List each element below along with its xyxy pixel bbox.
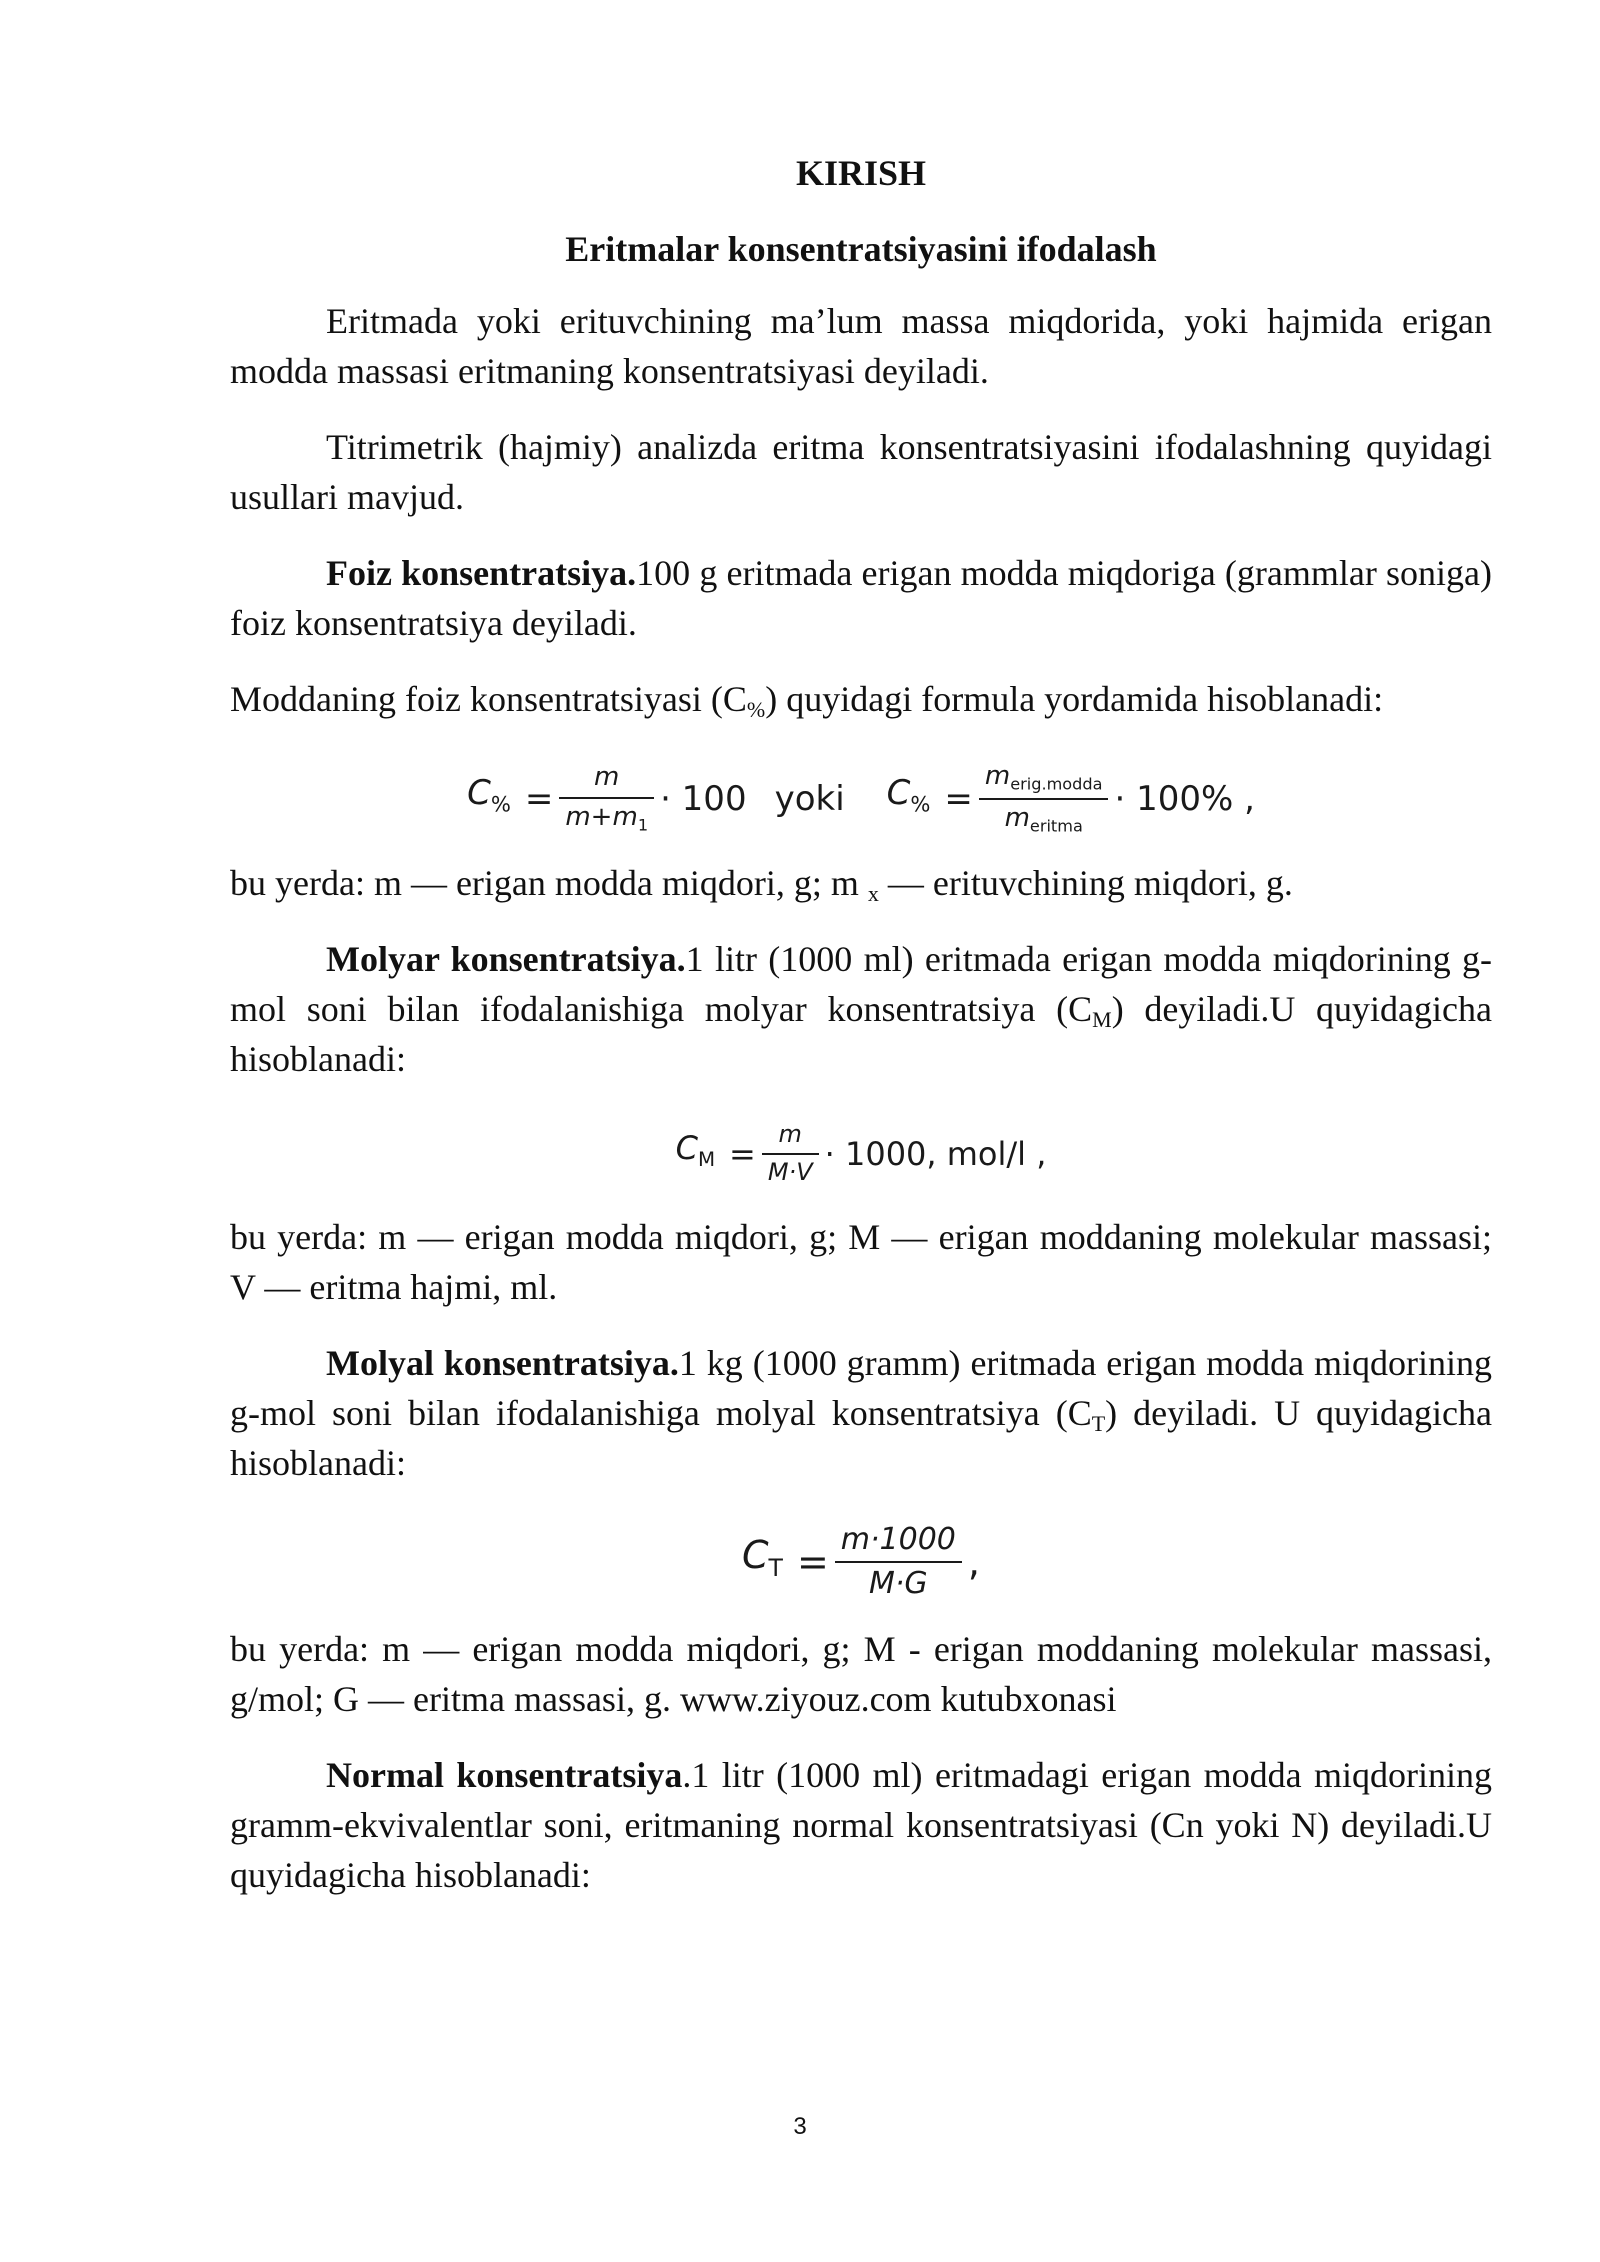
page-number: 3 [793,2113,807,2140]
formula-foiz-num-2-sub: erig.modda [1010,774,1103,794]
formula-foiz-num-1: m [594,761,620,792]
formula-foiz-den-1-a: m+m [565,801,638,832]
formula-molyal-frac [835,1523,962,1602]
formula-foiz-c [467,768,511,829]
normal-text: .1 litr (1000 ml) eritmadagi erigan modda miqdorining gramm-ekvivalentlar soni, eritmaning normal konsentratsiyasi (Cn yoki N) deyiladi.U quyidagicha hisoblanadi: [230,1755,1492,1895]
formula-foiz-yoki: yoki [774,779,845,819]
formula-foiz-c2-sub: % [910,791,931,817]
formula-foiz-den-1 [559,803,654,835]
formula-foiz-eq: = [524,779,554,819]
foiz-where-b: — erituvchining miqdori, g. [878,863,1293,903]
paragraph-molyar-where: bu yerda: m — erigan modda miqdori, g; M — erigan moddaning molekular massasi; V — eritma hajmi, ml. [230,1217,1492,1307]
formula-molyal [230,1514,1492,1610]
formula-foiz-frac-2 [979,762,1109,836]
formula-foiz-times100: · 100 [660,779,747,819]
formula-foiz-num-2-m: m [984,760,1011,791]
foiz-intro-b: ) quyidagi formula yordamida hisoblanadi: [765,679,1384,719]
paragraph-definition: Eritmada yoki erituvchining ma’lum massa miqdorida, yoki hajmida erigan modda massasi eritmaning konsentratsiyasi deyiladi. [230,301,1492,391]
formula-foiz-den-2-m: m [1004,803,1030,833]
formula-molyal-den: M·G [869,1566,928,1601]
formula-molyal-eq: = [796,1540,829,1584]
molyar-text-sub: M [1092,1007,1112,1032]
formula-foiz-c2-letter: C [886,773,911,814]
page-content [230,148,1492,1926]
formula-foiz [230,750,1492,848]
molyal-text-a: 1 kg (1000 gramm) eritmada erigan modda miqdorining g-mol soni bilan ifodalanishiga molyal konsentratsiya (C [230,1343,1492,1433]
paragraph-molyar [230,934,1492,1084]
paragraph-foiz-intro [230,674,1492,724]
formula-molyar [230,1110,1492,1198]
formula-foiz-den-1-sub: 1 [637,815,649,835]
paragraph-methods: Titrimetrik (hajmiy) analizda eritma konsentratsiyasini ifodalashning quyidagi usullari mavjud. [230,427,1492,517]
formula-foiz-times100pct: · 100% , [1114,779,1255,819]
formula-molyar-eq: = [729,1135,756,1173]
foiz-where-sub: x [867,881,879,906]
foiz-intro-a: Moddaning foiz konsentratsiyasi (C [230,679,747,719]
formula-molyal-tail: , [967,1540,980,1584]
formula-molyar-num: m [778,1120,802,1149]
formula-molyar-tail: · 1000, mol/l , [824,1135,1047,1173]
foiz-intro-sub: % [746,697,766,722]
section-subheading: Eritmalar konsentratsiyasini ifodalash [565,229,1157,269]
formula-foiz-frac-1 [559,763,654,835]
paragraph-normal [230,1750,1492,1900]
formula-molyal-c-letter: C [742,1533,769,1578]
term-normal: Normal konsentratsiya [326,1755,683,1795]
formula-foiz-c-letter: C [467,773,491,814]
formula-foiz-den-2-sub: eritma [1029,816,1083,836]
term-foiz: Foiz konsentratsiya. [326,553,637,593]
paragraph-foiz [230,548,1492,648]
paragraph-molyal [230,1338,1492,1488]
molyal-text-sub: T [1091,1411,1106,1436]
formula-foiz-num-2 [979,762,1109,794]
formula-foiz-c-sub: % [490,791,511,817]
formula-molyar-den: M·V [767,1158,813,1186]
molyar-text-a: 1 litr (1000 ml) eritmada erigan modda miqdorining g-mol soni bilan ifodalanishiga molyar konsentratsiya (C [230,939,1493,1029]
formula-molyar-c [676,1123,715,1185]
foiz-text: 100 g eritmada erigan modda miqdoriga (grammlar soniga) foiz konsentratsiya deyiladi. [230,553,1492,643]
foiz-where-a: bu yerda: m — erigan modda miqdori, g; m [230,863,868,903]
formula-molyar-c-letter: C [675,1129,698,1168]
formula-molyar-frac [762,1121,819,1186]
formula-foiz-c-2 [887,768,931,829]
formula-molyal-c-sub: T [768,1554,783,1583]
formula-molyal-num: m·1000 [840,1521,956,1557]
paragraph-molyal-where: bu yerda: m — erigan modda miqdori, g; M - erigan moddaning molekular massasi, g/mol; G — eritma massasi, g. www.ziyouz.com kutubxonasi [230,1629,1492,1719]
formula-foiz-eq-2: = [944,779,973,819]
term-molyar: Molyar konsentratsiya. [326,939,686,979]
formula-molyar-c-sub: M [697,1147,716,1171]
molyal-text-b: ) deyiladi. U quyidagicha hisoblanadi: [230,1393,1492,1483]
molyar-text-b: ) deyiladi.U quyidagicha hisoblanadi: [230,989,1492,1079]
formula-molyal-c [742,1530,783,1593]
paragraph-foiz-where [230,858,1492,908]
section-heading: KIRISH [795,153,927,193]
formula-foiz-den-2 [999,804,1089,836]
term-molyal: Molyal konsentratsiya. [326,1343,679,1383]
